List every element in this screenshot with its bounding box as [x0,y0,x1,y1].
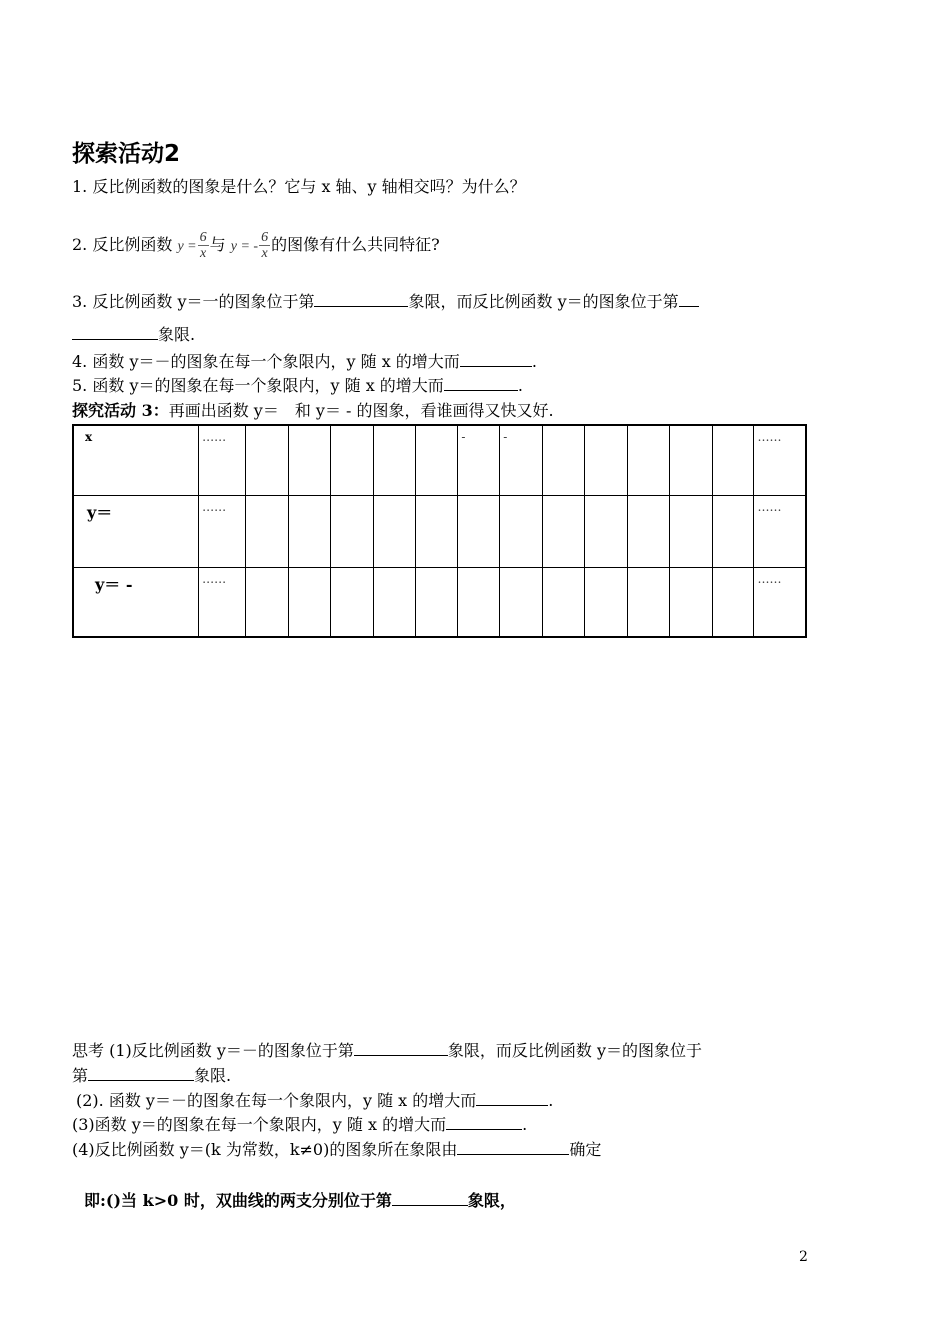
ellipsis: …… [202,499,227,514]
question-5-text: 5. 函数 y＝的图象在每一个象限内，y 随 x 的增大而 [72,376,444,395]
answer-blank[interactable] [457,1140,569,1155]
think-2-text-a: 第 [72,1066,89,1085]
table-cell[interactable] [500,495,543,567]
fraction-1-numerator: 6 [199,230,207,245]
table-cell[interactable] [543,495,585,567]
table-cell[interactable] [330,567,373,637]
formula-2-lhs: y = - [230,239,259,254]
table-cell[interactable] [288,495,330,567]
table-cell[interactable] [246,495,289,567]
table-cell[interactable] [585,425,628,495]
table-cell[interactable] [712,495,754,567]
answer-blank[interactable] [72,325,158,340]
think-line-4 [72,1115,527,1135]
fraction-2 [259,230,270,261]
table-cell[interactable] [373,425,415,495]
table-row-x [73,425,806,495]
answer-blank[interactable] [88,1066,194,1081]
table-cell[interactable] [543,567,585,637]
row-label-x [73,425,199,495]
table-cell[interactable] [754,425,806,495]
think-3-text: (2). 函数 y＝－的图象在每一个象限内，y 随 x 的增大而 [76,1091,477,1110]
table-cell[interactable] [373,495,415,567]
think-line-2 [72,1066,231,1086]
table-cell[interactable] [415,567,458,637]
ellipsis: …… [202,430,227,444]
question-5-end: . [517,376,523,395]
table-cell[interactable] [712,425,754,495]
table-cell[interactable] [500,425,543,495]
table-cell[interactable] [627,567,669,637]
table-cell[interactable] [627,425,669,495]
table-cell[interactable] [199,567,246,637]
row-label-text: y＝ - [95,574,133,594]
think-5-text-b: 确定 [569,1140,602,1159]
answer-blank[interactable] [392,1191,468,1206]
question-3-line-1 [72,292,699,312]
activity-3-text: 再画出函数 y＝ 和 y＝ - 的图象，看谁画得又快又好. [168,401,554,420]
question-2-suffix: 的图像有什么共同特征? [271,235,440,254]
row-label-text: x [85,430,93,444]
table-cell[interactable] [585,495,628,567]
question-3-part3: 象限. [158,325,196,344]
think-2-text-b: 象限. [194,1066,232,1085]
table-cell[interactable] [288,425,330,495]
table-row-y1 [73,495,806,567]
think-4-end: . [522,1115,528,1134]
conclusion-line [84,1191,516,1211]
activity-3-label: 探究活动 3： [72,401,169,420]
page-number: 2 [799,1249,808,1265]
question-3-line-2 [72,325,195,345]
think-5-text-a: (4)反比例函数 y＝(k 为常数，k≠0)的图象所在象限由 [72,1140,458,1159]
answer-blank[interactable] [476,1091,548,1106]
table-cell[interactable] [288,567,330,637]
table-cell[interactable] [754,567,806,637]
table-cell[interactable] [500,567,543,637]
row-label-text: y＝ [87,502,113,522]
row-label-y2 [73,567,199,637]
question-4-end: . [531,352,537,371]
table-cell[interactable] [458,495,500,567]
table-cell[interactable] [669,495,712,567]
table-cell[interactable] [458,425,500,495]
question-3-part1: 3. 反比例函数 y＝一的图象位于第 [72,292,315,311]
table-cell[interactable] [199,495,246,567]
question-3-part2: 象限，而反比例函数 y＝的图象位于第 [408,292,679,311]
question-2 [72,230,440,261]
answer-blank[interactable] [444,376,518,391]
question-4-text: 4. 函数 y＝－的图象在每一个象限内，y 随 x 的增大而 [72,352,460,371]
answer-blank[interactable] [460,352,532,367]
ellipsis: …… [757,430,782,444]
table-cell[interactable] [458,567,500,637]
table-cell[interactable] [627,495,669,567]
table-cell[interactable] [712,567,754,637]
ellipsis: …… [757,499,782,514]
table-cell[interactable] [199,425,246,495]
table-cell[interactable] [543,425,585,495]
table-row-y2 [73,567,806,637]
question-2-prefix: 2. 反比例函数 [72,235,173,254]
table-cell[interactable] [246,425,289,495]
fraction-2-numerator: 6 [261,230,269,245]
answer-blank[interactable] [446,1115,522,1130]
fraction-2-denominator: x [261,246,268,261]
table-cell[interactable] [585,567,628,637]
think-line-5 [72,1140,601,1160]
conclusion-text-a: 即:()当 k>0 时，双曲线的两支分别位于第 [84,1191,392,1210]
fraction-1-denominator: x [200,246,207,261]
answer-blank[interactable] [354,1041,448,1056]
think-line-3 [76,1091,553,1111]
formula-1-lhs: y = [177,239,197,254]
activity-3 [72,401,554,421]
table-cell[interactable] [246,567,289,637]
row-label-y1 [73,495,199,567]
value-table [72,424,807,638]
ellipsis: …… [202,571,227,586]
table-cell[interactable] [373,567,415,637]
question-5 [72,376,523,396]
think-3-end: . [548,1091,554,1110]
table-cell[interactable] [330,425,373,495]
dash-mark: - [461,430,466,444]
table-cell[interactable] [669,567,712,637]
dash-mark: - [503,430,508,444]
table-cell[interactable] [669,425,712,495]
ellipsis: …… [757,571,782,586]
question-1: 1. 反比例函数的图象是什么？它与 x 轴、y 轴相交吗？为什么？ [72,177,526,196]
conclusion-text-b: 象限， [467,1191,516,1210]
table-cell[interactable] [415,495,458,567]
table-cell[interactable] [330,495,373,567]
question-2-mid: 与 [209,235,226,254]
think-1-text-b: 象限，而反比例函数 y＝的图象位于 [447,1041,703,1060]
think-line-1 [72,1041,702,1061]
fraction-1 [198,230,209,261]
think-1-text-a: 思考 (1)反比例函数 y＝－的图象位于第 [72,1041,354,1060]
question-4 [72,352,537,372]
page-heading: 探索活动2 [72,141,181,167]
think-4-text: (3)函数 y＝的图象在每一个象限内，y 随 x 的增大而 [72,1115,447,1134]
table-cell[interactable] [754,495,806,567]
answer-blank[interactable] [679,292,699,307]
answer-blank[interactable] [314,292,408,307]
table-cell[interactable] [415,425,458,495]
